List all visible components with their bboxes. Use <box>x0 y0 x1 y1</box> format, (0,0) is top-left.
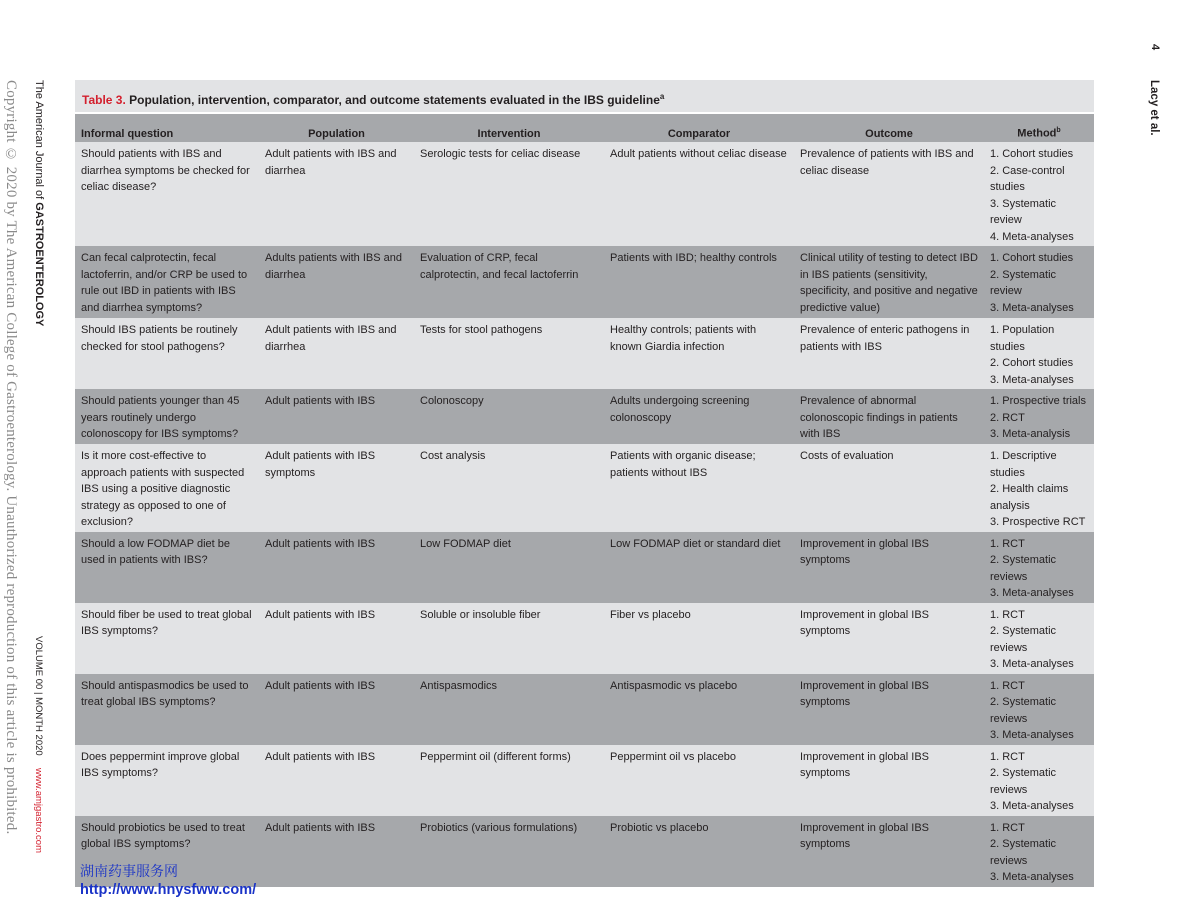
table-row <box>75 444 1094 532</box>
method-item: 1. RCT <box>990 608 1025 621</box>
cell-method <box>984 389 1094 444</box>
table-row <box>75 674 1094 745</box>
method-item: 2. Systematic reviews <box>990 696 1057 725</box>
cell-method <box>984 603 1094 674</box>
cell-method <box>984 444 1094 532</box>
cell-intervention: Antispasmodics <box>414 674 604 745</box>
table-row <box>75 246 1094 318</box>
method-item: 1. Descriptive studies <box>990 450 1057 479</box>
header-outcome: Outcome <box>794 114 984 142</box>
header-method <box>984 114 1094 142</box>
cell-comparator: Adult patients without celiac disease <box>604 142 794 246</box>
table-title-footnote: a <box>659 92 665 101</box>
cell-comparator: Antispasmodic vs placebo <box>604 674 794 745</box>
cell-question: Should patients with IBS and diarrhea symptoms be checked for celiac disease? <box>75 142 259 246</box>
cell-outcome: Costs of evaluation <box>794 444 984 532</box>
cell-population: Adult patients with IBS <box>259 816 414 887</box>
volume-line <box>33 636 44 853</box>
cell-intervention: Soluble or insoluble fiber <box>414 603 604 674</box>
cell-outcome: Improvement in global IBS symptoms <box>794 674 984 745</box>
method-item: 3. Meta-analyses <box>990 373 1074 386</box>
copyright-notice: Copyright © 2020 by The American College of Gastroenterology. Unauthorized reproduction of this article is prohibited. <box>3 80 19 835</box>
cell-question: Should a low FODMAP diet be used in patients with IBS? <box>75 532 259 603</box>
method-item: 1. Prospective trials <box>990 395 1086 407</box>
cell-comparator: Peppermint oil vs placebo <box>604 745 794 816</box>
cell-population: Adult patients with IBS <box>259 532 414 603</box>
cell-outcome: Prevalence of enteric pathogens in patients with IBS <box>794 318 984 389</box>
cell-population: Adult patients with IBS <box>259 745 414 816</box>
cell-intervention: Low FODMAP diet <box>414 532 604 603</box>
method-item: 2. Systematic reviews <box>990 625 1057 654</box>
watermark-link[interactable]: http://www.hnysfww.com/ <box>80 882 257 898</box>
cell-outcome: Prevalence of patients with IBS and celiac disease <box>794 142 984 246</box>
method-item: 1. RCT <box>990 679 1025 692</box>
table-row <box>75 142 1094 246</box>
cell-comparator: Adults undergoing screening colonoscopy <box>604 389 794 444</box>
cell-outcome: Clinical utility of testing to detect IBD in IBS patients (sensitivity, specificity, and positive and negative predictive value) <box>794 246 984 318</box>
method-item: 3. Meta-analyses <box>990 658 1074 670</box>
journal-name <box>33 80 45 326</box>
cell-outcome: Improvement in global IBS symptoms <box>794 532 984 603</box>
pico-table <box>75 114 1094 887</box>
cell-method <box>984 246 1094 318</box>
cell-comparator: Healthy controls; patients with known Giardia infection <box>604 318 794 389</box>
header-method-footnote: b <box>1056 127 1061 135</box>
watermark-site-name: 湖南药事服务网 <box>80 864 178 880</box>
cell-population: Adult patients with IBS <box>259 389 414 444</box>
method-item: 1. RCT <box>990 537 1025 550</box>
method-item: 3. Systematic review <box>990 197 1057 226</box>
cell-method <box>984 142 1094 246</box>
method-item: 1. RCT <box>990 821 1025 834</box>
cell-population: Adult patients with IBS and diarrhea <box>259 318 414 389</box>
table-3 <box>75 80 1094 887</box>
method-item: 4. Meta-analyses <box>990 230 1074 243</box>
method-item: 2. Systematic review <box>990 268 1057 297</box>
page-number: 4 <box>1149 44 1161 51</box>
header-intervention: Intervention <box>414 114 604 142</box>
cell-intervention: Peppermint oil (different forms) <box>414 745 604 816</box>
cell-comparator: Probiotic vs placebo <box>604 816 794 887</box>
journal-url[interactable]: www.amjgastro.com <box>33 767 44 853</box>
method-item: 2. Cohort studies <box>990 357 1074 369</box>
method-item: 2. RCT <box>990 411 1025 424</box>
table-title: Population, intervention, comparator, and outcome statements evaluated in the IBS guideline <box>129 93 660 107</box>
cell-question: Should antispasmodics be used to treat global IBS symptoms? <box>75 674 259 745</box>
cell-intervention: Serologic tests for celiac disease <box>414 142 604 246</box>
cell-intervention: Tests for stool pathogens <box>414 318 604 389</box>
table-caption <box>75 80 1094 114</box>
method-item: 3. Meta-analyses <box>990 871 1074 883</box>
cell-outcome: Improvement in global IBS symptoms <box>794 603 984 674</box>
cell-outcome: Prevalence of abnormal colonoscopic findings in patients with IBS <box>794 389 984 444</box>
method-item: 3. Meta-analyses <box>990 587 1074 599</box>
method-item: 1. Cohort studies <box>990 252 1074 264</box>
cell-population: Adult patients with IBS <box>259 603 414 674</box>
method-item: 3. Prospective RCT <box>990 516 1086 528</box>
cell-population: Adult patients with IBS and diarrhea <box>259 142 414 246</box>
header-question: Informal question <box>75 114 259 142</box>
table-row <box>75 532 1094 603</box>
method-item: 1. Population studies <box>990 324 1055 353</box>
journal-name-prefix: The American Journal of <box>33 80 45 203</box>
method-item: 2. Systematic reviews <box>990 554 1057 583</box>
cell-question: Should IBS patients be routinely checked for stool pathogens? <box>75 318 259 389</box>
watermark <box>80 862 256 899</box>
cell-comparator: Fiber vs placebo <box>604 603 794 674</box>
cell-intervention: Cost analysis <box>414 444 604 532</box>
method-item: 3. Meta-analyses <box>990 301 1074 314</box>
cell-method <box>984 745 1094 816</box>
cell-comparator: Low FODMAP diet or standard diet <box>604 532 794 603</box>
method-item: 1. Cohort studies <box>990 148 1074 160</box>
method-item: 1. RCT <box>990 750 1025 763</box>
method-item: 2. Health claims analysis <box>990 483 1069 512</box>
header-method-label: Method <box>1017 128 1057 140</box>
volume-info: VOLUME 00 | MONTH 2020 <box>33 636 44 756</box>
method-item: 2. Systematic reviews <box>990 838 1057 867</box>
method-item: 2. Case-control studies <box>990 164 1065 193</box>
cell-intervention: Evaluation of CRP, fecal calprotectin, and fecal lactoferrin <box>414 246 604 318</box>
method-item: 2. Systematic reviews <box>990 767 1057 796</box>
method-item: 3. Meta-analysis <box>990 428 1071 440</box>
method-item: 3. Meta-analyses <box>990 729 1074 741</box>
cell-intervention: Probiotics (various formulations) <box>414 816 604 887</box>
cell-question: Can fecal calprotectin, fecal lactoferrin, and/or CRP be used to rule out IBD in patients with IBS and diarrhea symptoms? <box>75 246 259 318</box>
cell-population: Adult patients with IBS symptoms <box>259 444 414 532</box>
running-author: Lacy et al. <box>1148 80 1160 136</box>
cell-population: Adults patients with IBS and diarrhea <box>259 246 414 318</box>
cell-method <box>984 816 1094 887</box>
method-item: 3. Meta-analyses <box>990 800 1074 812</box>
cell-question: Should probiotics be used to treat global IBS symptoms? <box>75 816 259 887</box>
header-population: Population <box>259 114 414 142</box>
table-row <box>75 389 1094 444</box>
cell-outcome: Improvement in global IBS symptoms <box>794 816 984 887</box>
cell-intervention: Colonoscopy <box>414 389 604 444</box>
journal-name-main: GASTROENTEROLOGY <box>33 202 45 327</box>
header-comparator: Comparator <box>604 114 794 142</box>
cell-question: Should fiber be used to treat global IBS symptoms? <box>75 603 259 674</box>
table-row <box>75 745 1094 816</box>
cell-method <box>984 532 1094 603</box>
table-row <box>75 603 1094 674</box>
cell-question: Should patients younger than 45 years routinely undergo colonoscopy for IBS symptoms? <box>75 389 259 444</box>
cell-comparator: Patients with organic disease; patients without IBS <box>604 444 794 532</box>
header-row <box>75 114 1094 142</box>
cell-outcome: Improvement in global IBS symptoms <box>794 745 984 816</box>
cell-comparator: Patients with IBD; healthy controls <box>604 246 794 318</box>
table-row <box>75 318 1094 389</box>
cell-population: Adult patients with IBS <box>259 674 414 745</box>
cell-question: Is it more cost-effective to approach patients with suspected IBS using a positive diagnostic strategy as opposed to one of exclusion? <box>75 444 259 532</box>
table-label: Table 3. <box>82 93 126 107</box>
cell-question: Does peppermint improve global IBS symptoms? <box>75 745 259 816</box>
cell-method <box>984 318 1094 389</box>
cell-method <box>984 674 1094 745</box>
